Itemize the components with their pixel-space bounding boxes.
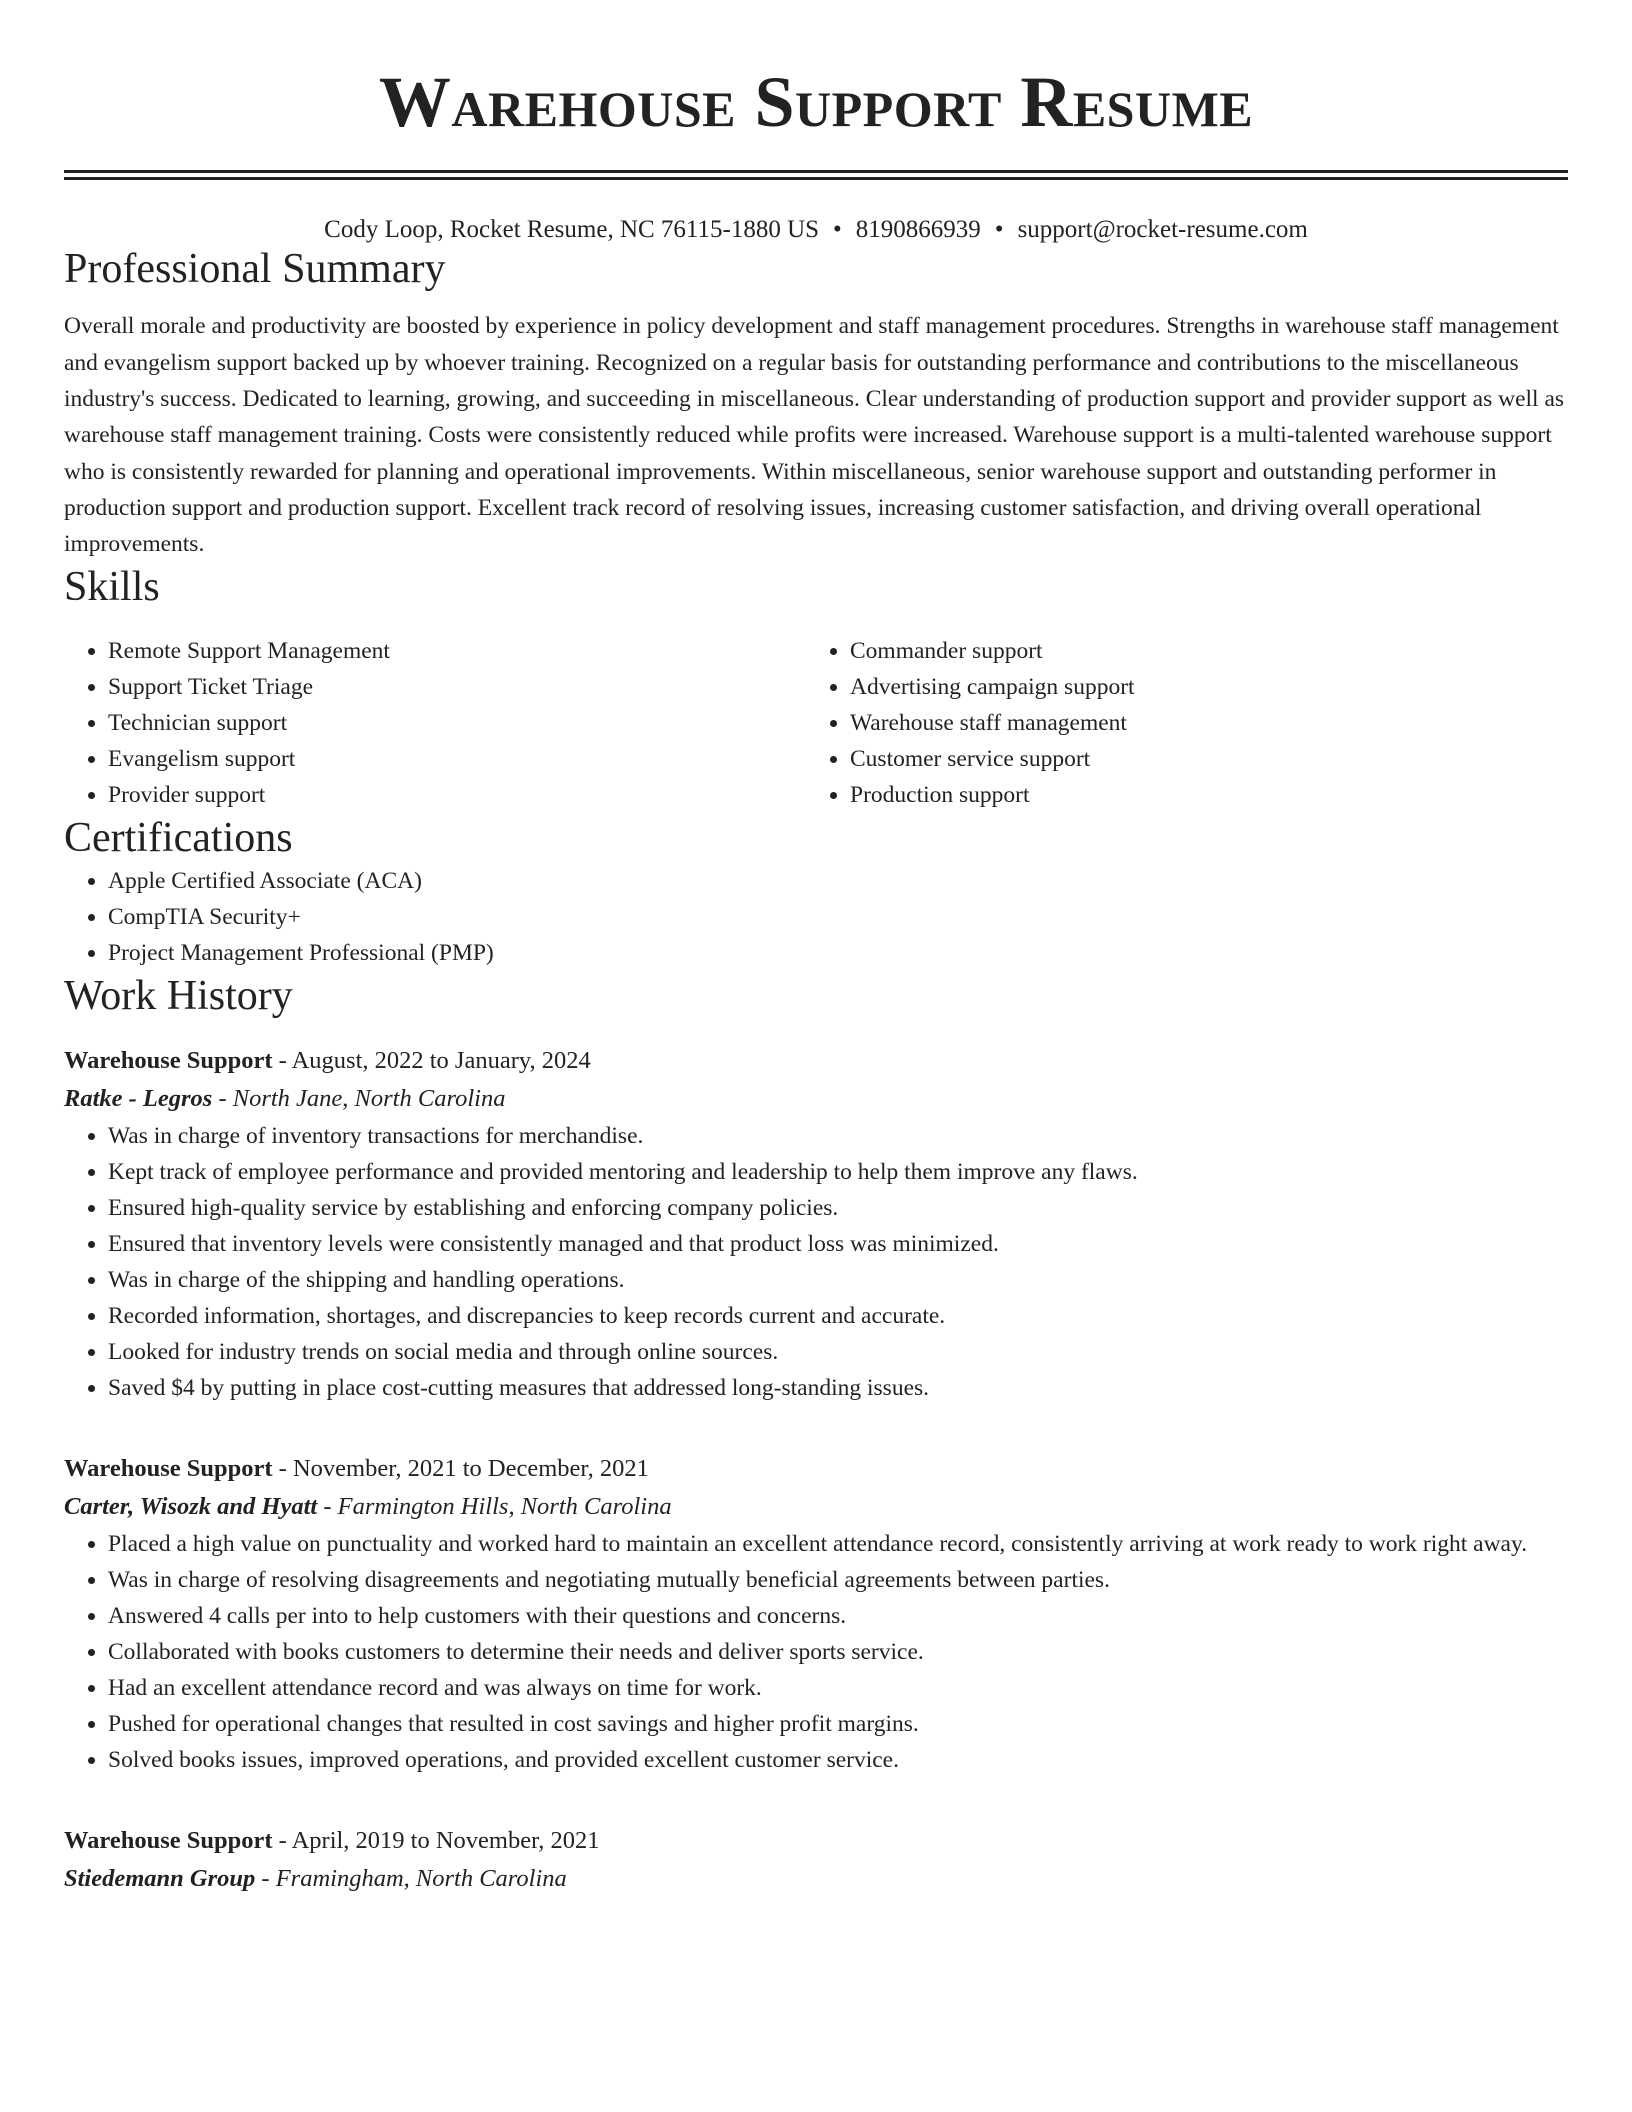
job-location: - Farmington Hills, North Carolina (317, 1492, 672, 1520)
job-title: Warehouse Support (64, 1454, 273, 1482)
skill-item: • Evangelism support (108, 741, 806, 777)
job-duty-item: • Kept track of employee performance and provided mentoring and leadership to help them improve any flaws. (108, 1154, 1568, 1190)
job-dates: - November, 2021 to December, 2021 (272, 1454, 649, 1482)
contact-line (64, 216, 1568, 244)
job-dates: - August, 2022 to January, 2024 (272, 1046, 591, 1074)
certification-item: • CompTIA Security+ (108, 899, 1568, 935)
skill-item: • Technician support (108, 705, 806, 741)
job-location: - North Jane, North Carolina (212, 1084, 506, 1112)
contact-phone: 8190866939 (855, 216, 981, 243)
title-divider (64, 170, 1568, 180)
job-header (64, 1450, 1568, 1488)
resume-title: Warehouse Support Resume (378, 62, 1254, 142)
job-duty-item: • Was in charge of the shipping and handling operations. (108, 1262, 1568, 1298)
job-employer (64, 1080, 1568, 1118)
job-header (64, 1042, 1568, 1080)
job-entry (64, 1822, 1568, 1898)
certification-item: • Apple Certified Associate (ACA) (108, 863, 1568, 899)
job-company: Carter, Wisozk and Hyatt (64, 1492, 318, 1520)
job-duty-item: • Had an excellent attendance record and was always on time for work. (108, 1670, 1568, 1706)
job-duty-item: • Ensured that inventory levels were consistently managed and that product loss was minimized. (108, 1226, 1568, 1262)
job-duty-item: • Answered 4 calls per into to help customers with their questions and concerns. (108, 1598, 1568, 1634)
job-duty-item: • Was in charge of resolving disagreements and negotiating mutually beneficial agreements between parties. (108, 1562, 1568, 1598)
skill-item: • Remote Support Management (108, 633, 806, 669)
skill-item: • Customer service support (850, 741, 1548, 777)
job-company: Ratke - Legros (64, 1084, 213, 1112)
contact-email: support@rocket-resume.com (1017, 216, 1308, 243)
skill-item: • Provider support (108, 777, 806, 813)
job-duty-item: • Placed a high value on punctuality and worked hard to maintain an excellent attendance record, consistently arriving at work ready to work right away. (108, 1526, 1568, 1562)
job-duty-item: • Looked for industry trends on social media and through online sources. (108, 1334, 1568, 1370)
job-dates: - April, 2019 to November, 2021 (272, 1826, 600, 1854)
job-entry (64, 1042, 1568, 1406)
job-duty-item: • Solved books issues, improved operations, and provided excellent customer service. (108, 1742, 1568, 1778)
job-entry (64, 1450, 1568, 1778)
skills-list-left (64, 633, 806, 813)
job-duty-item: • Pushed for operational changes that resulted in cost savings and higher profit margins. (108, 1706, 1568, 1742)
skills-columns (64, 633, 1568, 813)
job-location: - Framingham, North Carolina (255, 1864, 567, 1892)
contact-separator: • (994, 216, 1004, 243)
skill-item: • Production support (850, 777, 1548, 813)
certifications-list (64, 863, 1568, 971)
job-employer (64, 1860, 1568, 1898)
job-employer (64, 1488, 1568, 1526)
job-duty-item: • Was in charge of inventory transactions for merchandise. (108, 1118, 1568, 1154)
job-duty-item: • Ensured high-quality service by establishing and enforcing company policies. (108, 1190, 1568, 1226)
summary-text: Overall morale and productivity are boosted by experience in policy development and staff management procedures. Strengths in warehouse staff management and evangelism support backed up by whoever training. Recognized on a regular basis for outstanding performance and contributions to the miscellaneous industry's success. Dedicated to learning, growing, and succeeding in miscellaneous. Clear understanding of production support and provider support as well as warehouse staff management training. Costs were consistently reduced while profits were increased. Warehouse support is a multi-talented warehouse support who is consistently rewarded for planning and operational improvements. Within miscellaneous, senior warehouse support and outstanding performer in production support and production support. Excellent track record of resolving issues, increasing customer satisfaction, and driving overall operational improvements. (64, 313, 1565, 558)
job-header (64, 1822, 1568, 1860)
skill-item: • Commander support (850, 633, 1548, 669)
certification-item: • Project Management Professional (PMP) (108, 935, 1568, 971)
summary-heading: Professional Summary (64, 246, 446, 292)
skills-heading: Skills (64, 564, 160, 611)
job-company: Stiedemann Group (64, 1864, 256, 1892)
job-duties-list (64, 1118, 1568, 1406)
skill-item: • Advertising campaign support (850, 669, 1548, 705)
contact-separator: • (833, 216, 842, 243)
skill-item: • Warehouse staff management (850, 705, 1548, 741)
job-duty-item: • Collaborated with books customers to determine their needs and deliver sports service. (108, 1634, 1568, 1670)
job-duties-list (64, 1526, 1568, 1778)
skill-item: • Support Ticket Triage (108, 669, 806, 705)
skills-list-right (806, 633, 1548, 813)
job-duty-item: • Saved $4 by putting in place cost-cutting measures that addressed long-standing issues. (108, 1370, 1568, 1406)
job-duty-item: • Recorded information, shortages, and discrepancies to keep records current and accurate. (108, 1298, 1568, 1334)
job-title: Warehouse Support (64, 1826, 273, 1854)
certifications-heading: Certifications (64, 814, 293, 861)
job-title: Warehouse Support (64, 1046, 273, 1074)
work-history-heading: Work History (64, 973, 293, 1020)
contact-address: Cody Loop, Rocket Resume, NC 76115-1880 US (324, 216, 820, 243)
